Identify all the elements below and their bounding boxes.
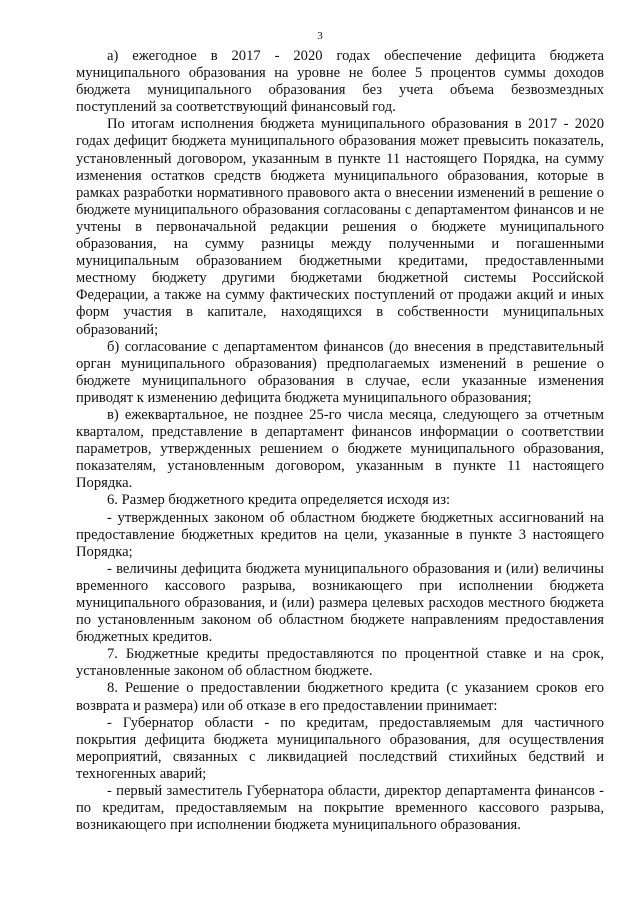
paragraph-6-item-2: - величины дефицита бюджета муниципального образования и (или) величины временного кассового разрыва, возникающего при исполнении бюджета муниципального образования, и (или) размера целевых расходов местного бюджета по установленным законом об областном бюджете направлениям предоставления бюджетных кредитов.	[76, 560, 604, 646]
paragraph-5b: б) согласование с департаментом финансов (до внесения в представительный орган муниципального образования) предполагаемых изменений в решение о бюджете муниципального образования в случае, если указанные изменения приводят к изменению дефицита бюджета муниципального образования;	[76, 338, 604, 406]
paragraph-5a: а) ежегодное в 2017 - 2020 годах обеспечение дефицита бюджета муниципального образования на уровне не более 5 процентов суммы доходов бюджета муниципального образования без учета объема безвозмездных поступлений за соответствующий финансовый год.	[76, 48, 604, 116]
paragraph-6: 6. Размер бюджетного кредита определяется исходя из:	[107, 492, 451, 509]
paragraph-7: 7. Бюджетные кредиты предоставляются по процентной ставке и на срок, установленные законом об областном бюджете.	[76, 646, 604, 680]
paragraph-8-item-2: - первый заместитель Губернатора области, директор департамента финансов - по кредитам, предоставляемым на покрытие временного кассового разрыва, возникающего при исполнении бюджета муниципального образования.	[76, 783, 604, 834]
paragraph-deficit-results: По итогам исполнения бюджета муниципального образования в 2017 - 2020 годах дефицит бюджета муниципального образования может превысить показатель, установленный договором, указанным в пункте 11 настоящего Порядка, на сумму изменения остатков средств бюджета муниципального образования, которые в рамках разработки нормативного правового акта о внесении изменений в решение о бюджете муниципального образования согласованы с департаментом финансов и не учтены в первоначальной редакции решения о бюджете муниципального образования, на сумму разницы между полученными и погашенными муниципальным образованием бюджетными кредитами, предоставленными местному бюджету другими бюджетами бюджетной системы Российской Федерации, а также на сумму фактических поступлений от продажи акций и иных форм участия в капитале, находящихся в собственности муниципальных образований;	[76, 116, 604, 338]
paragraph-8: 8. Решение о предоставлении бюджетного кредита (с указанием сроков его возврата и размера) или об отказе в его предоставлении принимает:	[76, 680, 604, 714]
paragraph-6-item-1: - утвержденных законом об областном бюджете бюджетных ассигнований на предоставление бюджетных кредитов на цели, указанные в пункте 3 настоящего Порядка;	[76, 509, 604, 560]
page-number: 3	[317, 30, 323, 42]
paragraph-8-item-1: - Губернатор области - по кредитам, предоставляемым для частичного покрытия дефицита бюджета муниципального образования, для осуществления мероприятий, связанных с ликвидацией последствий стихийных бедствий и техногенных аварий;	[76, 714, 604, 782]
paragraph-5c: в) ежеквартальное, не позднее 25-го числа месяца, следующего за отчетным кварталом, представление в департамент финансов информации о соответствии параметров, утвержденных решением о бюджете муниципального образования, показателям, установленным договором, указанным в пункте 11 настоящего Порядка.	[76, 406, 604, 492]
document-body	[76, 48, 604, 834]
